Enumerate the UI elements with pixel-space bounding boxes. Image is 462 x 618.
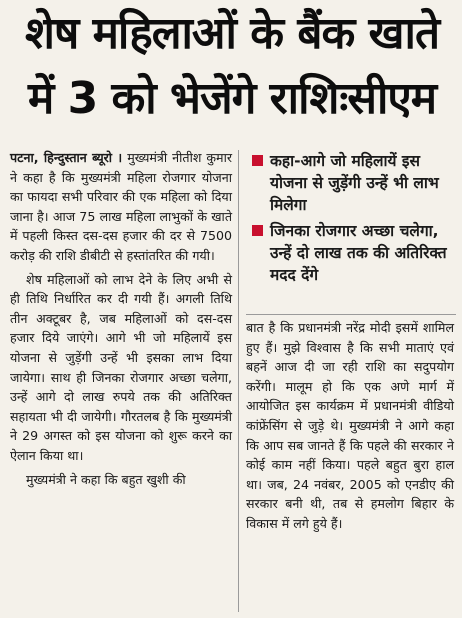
article-paragraph-2: शेष महिलाओं को लाभ देने के लिए अभी से ही तिथि निर्धारित कर दी गयी हैं। अगली तिथि तीन अक्टूबर है, जब महिलाओं को दस-दस हजार दिये जाएंगे। आगे भी जो महिलायें इस योजना से जुड़ेंगी उन्हें भी इसका लाभ दिया जायेगा। साथ ही जिनका रोजगार अच्छा चलेगा, उन्हें आगे दो लाख रुपये तक की अतिरिक्त सहायता भी दी जायेगी। गौरतलब है कि मुख्यमंत्री ने 29 अगस्त को इस योजना को शुरू करने का ऐलान किया था।	[10, 271, 232, 463]
article-paragraph-3: मुख्यमंत्री ने कहा कि बहुत खुशी की	[26, 471, 186, 487]
article-paragraph-4: बात है कि प्रधानमंत्री नरेंद्र मोदी इसमें शामिल हुए हैं। मुझे विश्वास है कि सभी माताएं एवं बहनें आज दी जा रही राशि का सदुपयोग करेंगी। मालूम हो कि एक अणे मार्ग में आयोजित इस कार्यक्रम में प्रधानमंत्री वीडियो कांफ्रेंसिंग से जुड़े थे। मुख्यमंत्री ने आगे कहा कि आप सब जानते हैं कि पहले की सरकार ने कोई काम नहीं किया। पहले बहुत बुरा हाल था। जब, 24 नवंबर, 2005 को एनडीए की सरकार बनी थी, तब से हमलोग बिहार के विकास में लगे हुये हैं।	[246, 320, 454, 531]
highlight-text: कहा-आगे जो महिलायें इस योजना से जुड़ेंगी उन्हें भी लाभ मिलेगा	[270, 152, 439, 214]
highlight-item	[250, 220, 456, 286]
headline-line-1: शेष महिलाओं के बैंक खाते	[24, 8, 440, 59]
column-divider	[238, 150, 239, 612]
article-paragraph-1	[10, 148, 232, 266]
headline-line-2: में 3 को भेजेंगे राशिःसीएम	[27, 73, 437, 124]
dateline: पटना, हिन्दुस्तान ब्यूरो ।	[10, 150, 123, 165]
article-column-left	[10, 148, 232, 489]
highlights-box	[250, 150, 456, 286]
paragraph-1-text: मुख्यमंत्री नीतीश कुमार ने कहा है कि मुख्यमंत्री महिला रोजगार योजना का फायदा सभी परिवार की एक महिला को दिया जाना है। आज 75 लाख महिला लाभुकों के खाते में पहली किस्त दस-दस हजार की दर से 7500 करोड़ की राशि डीबीटी से हस्तांतरित की गयी।	[10, 150, 232, 263]
highlights-divider	[246, 314, 456, 315]
highlight-text: जिनका रोजगार अच्छा चलेगा, उन्हें दो लाख तक की अतिरिक्त मदद देंगे	[270, 222, 447, 284]
square-bullet-icon	[252, 225, 263, 236]
highlight-item	[250, 150, 456, 216]
article-column-right	[246, 318, 454, 534]
headline	[6, 2, 458, 132]
square-bullet-icon	[252, 155, 263, 166]
